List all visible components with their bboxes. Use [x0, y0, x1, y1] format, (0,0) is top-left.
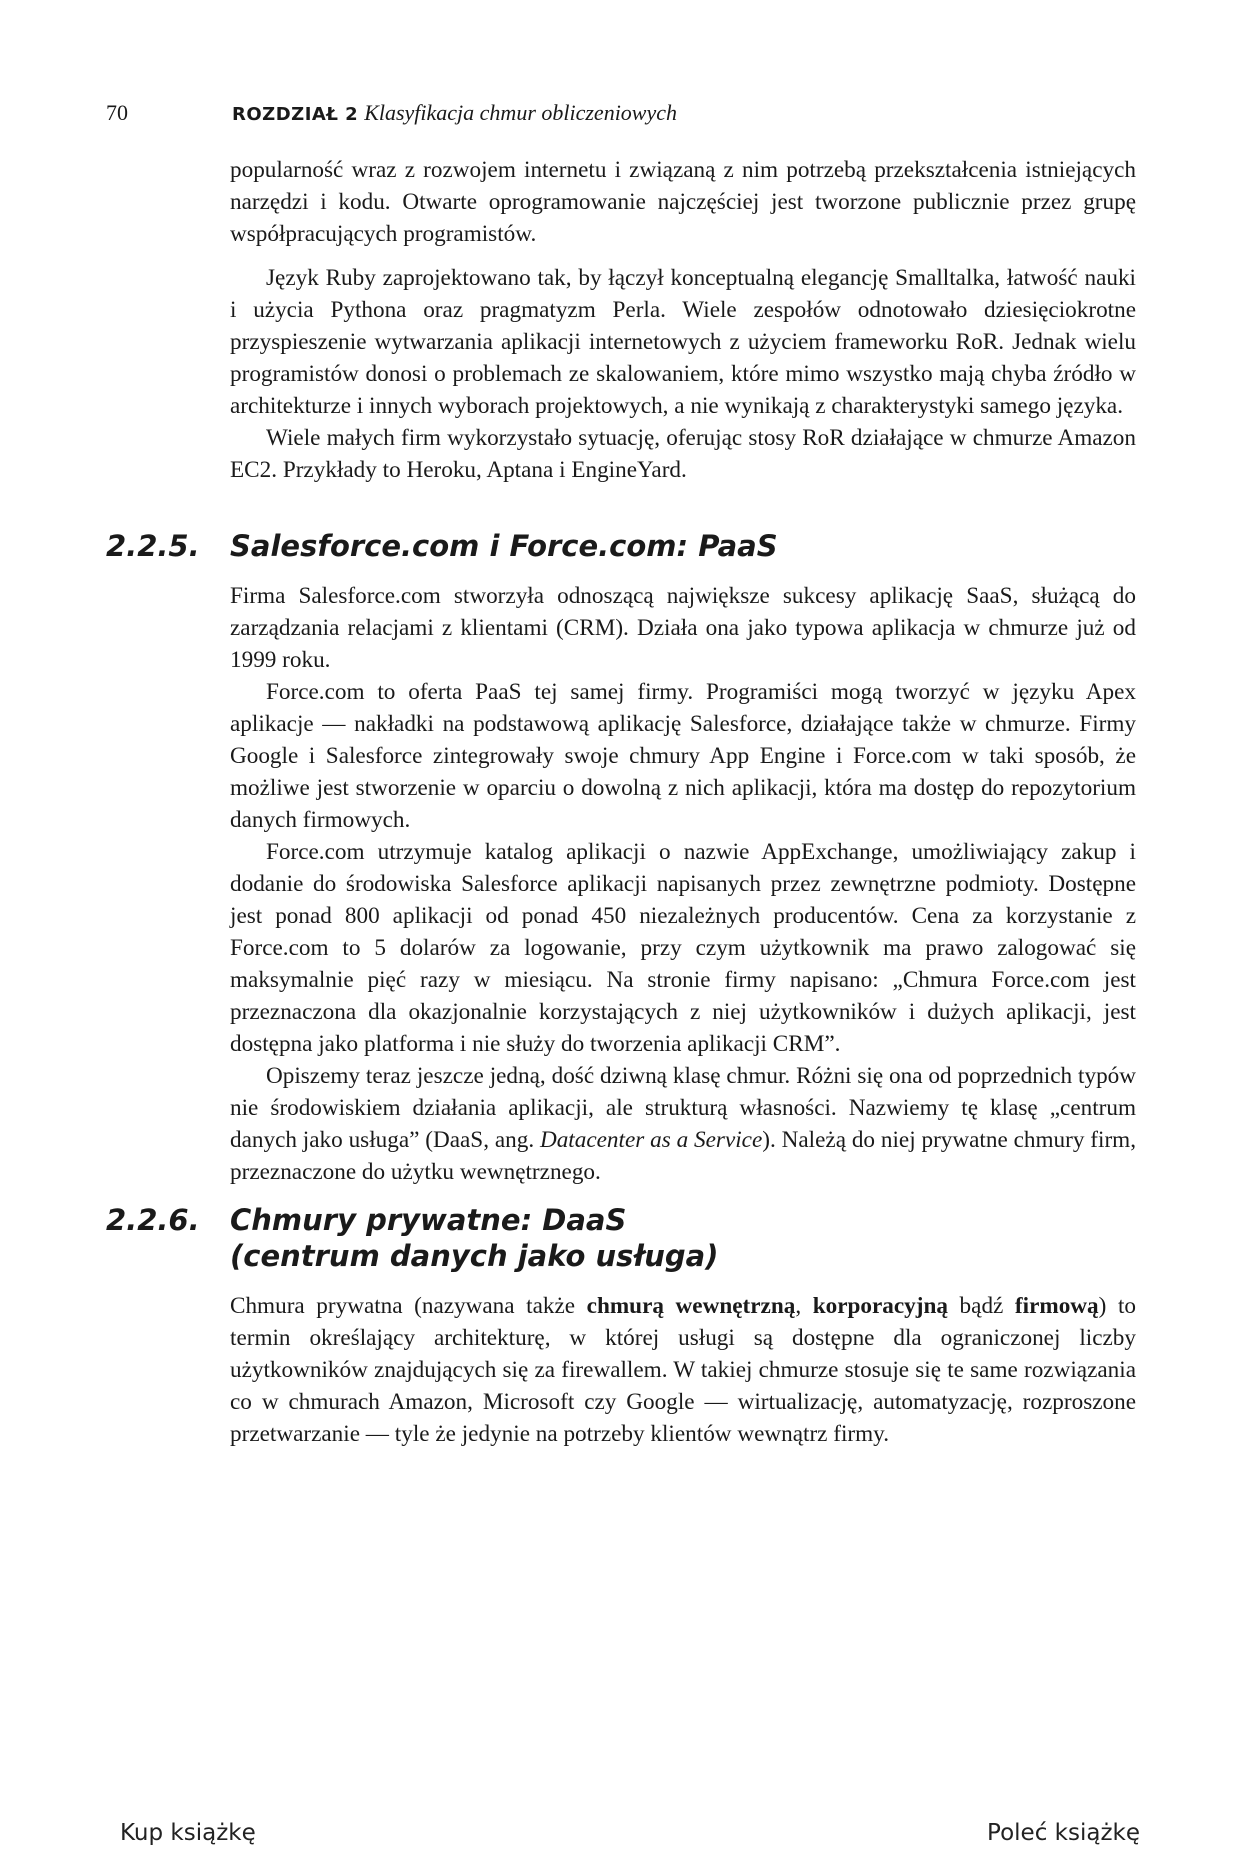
- section-number: 2.2.6.: [106, 1203, 200, 1237]
- text-run: ) to termin określający architekturę, w której usługi są dostępne dla ograniczonej liczby użytkowników znajdujących się za firewallem. W takiej chmurze stosuje się te same rozwiązania co w chmurach Amazon, Microsoft czy Google — wirtualizację, automatyzację, rozproszone przetwarzanie — tyle że jedynie na potrzeby klientów wewnątrz firmy.: [230, 1293, 1136, 1447]
- section-heading-2-2-5: [106, 528, 1146, 564]
- buy-book-link[interactable]: Kup książkę: [120, 1820, 256, 1846]
- paragraph: Język Ruby zaprojektowano tak, by łączył konceptualną elegancję Smalltalka, łatwość nauki i użycia Pythona oraz pragmatyzm Perla. Wiele zespołów odnotowało dziesięciokrotne przyspieszenie wytwarzania aplikacji internetowych z użyciem frameworku RoR. Jednak wielu programistów donosi o problemach ze skalowaniem, które mimo wszystko mają chyba źródło w architekturze i innych wyborach projektowych, a nie wynikają z charakterystyki samego języka.: [230, 265, 1136, 419]
- paragraph: Force.com to oferta PaaS tej samej firmy. Programiści mogą tworzyć w języku Apex aplikacje — nakładki na podstawową aplikację Salesforce, działające także w chmurze. Firmy Google i Salesforce zintegrowały swoje chmury App Engine i Force.com w taki sposób, że możliwe jest stworzenie w oparciu o dowolną z nich aplikacji, która ma dostęp do repozytorium danych firmowych.: [230, 679, 1136, 833]
- bold-term: firmową: [1014, 1293, 1099, 1319]
- running-header: [106, 100, 1144, 130]
- recommend-book-link[interactable]: Poleć książkę: [987, 1820, 1140, 1846]
- chapter-label: ROZDZIAŁ 2: [232, 104, 359, 125]
- text-run: bądź: [947, 1293, 1015, 1319]
- paragraph: [230, 1060, 1136, 1188]
- text-run: ,: [795, 1293, 813, 1319]
- paragraph-block-ruby: [230, 262, 1136, 486]
- paragraph: Force.com utrzymuje katalog aplikacji o nazwie AppExchange, umożliwiający zakup i dodanie do środowiska Salesforce aplikacji napisanych przez zewnętrzne podmioty. Dostępne jest ponad 800 aplikacji od ponad 450 niezależnych producentów. Cena za korzystanie z Force.com to 5 dolarów za logowanie, przy czym użytkownik ma prawo zalogować się maksymalnie pięć razy w miesiącu. Na stronie firmy napisano: „Chmura Force.com jest przeznaczona dla okazjonalnie korzystających z niej użytkowników i dużych aplikacji, jest dostępna jako platforma i nie służy do tworzenia aplikacji CRM”.: [230, 839, 1136, 1057]
- section-number: 2.2.5.: [106, 529, 200, 563]
- chapter-title: Klasyfikacja chmur obliczeniowych: [364, 100, 678, 125]
- section-title: [230, 1202, 1146, 1274]
- page-number: 70: [106, 100, 128, 125]
- section-body-2-2-5: [230, 580, 1136, 1188]
- section-heading-2-2-6: [106, 1202, 1146, 1274]
- paragraph: popularność wraz z rozwojem internetu i związaną z nim potrzebą przekształcenia istniejących narzędzi i kodu. Otwarte oprogramowanie najczęściej jest tworzone publicznie przez grupę współpracujących programistów.: [230, 157, 1136, 247]
- section-title-line: (centrum danych jako usługa): [230, 1239, 719, 1273]
- paragraph-block-open-source: [230, 154, 1136, 250]
- paragraph: [230, 1290, 1136, 1450]
- section-body-2-2-6: [230, 1290, 1136, 1450]
- paragraph: Wiele małych firm wykorzystało sytuację, oferując stosy RoR działające w chmurze Amazon EC2. Przykłady to Heroku, Aptana i EngineYard.: [230, 425, 1136, 483]
- text-run: ). Należą do niej prywatne chmury firm, przeznaczone do użytku wewnętrznego.: [230, 1127, 1137, 1185]
- section-title: Salesforce.com i Force.com: PaaS: [230, 529, 778, 563]
- italic-term: Datacenter as a Service: [539, 1127, 763, 1153]
- text-run: Chmura prywatna (nazywana także: [230, 1293, 587, 1319]
- bold-term: chmurą wewnętrzną: [586, 1293, 796, 1319]
- text-run: Opiszemy teraz jeszcze jedną, dość dziwną klasę chmur. Różni się ona od poprzednich typów nie środowiskiem działania aplikacji, ale strukturą własności. Nazwiemy tę klasę „centrum danych jako usługa” (DaaS, ang.: [230, 1063, 1136, 1153]
- paragraph: Firma Salesforce.com stworzyła odnoszącą największe sukcesy aplikację SaaS, służącą do zarządzania relacjami z klientami (CRM). Działa ona jako typowa aplikacja w chmurze już od 1999 roku.: [230, 583, 1136, 673]
- bold-term: korporacyjną: [812, 1293, 948, 1319]
- section-title-line: Chmury prywatne: DaaS: [230, 1203, 627, 1237]
